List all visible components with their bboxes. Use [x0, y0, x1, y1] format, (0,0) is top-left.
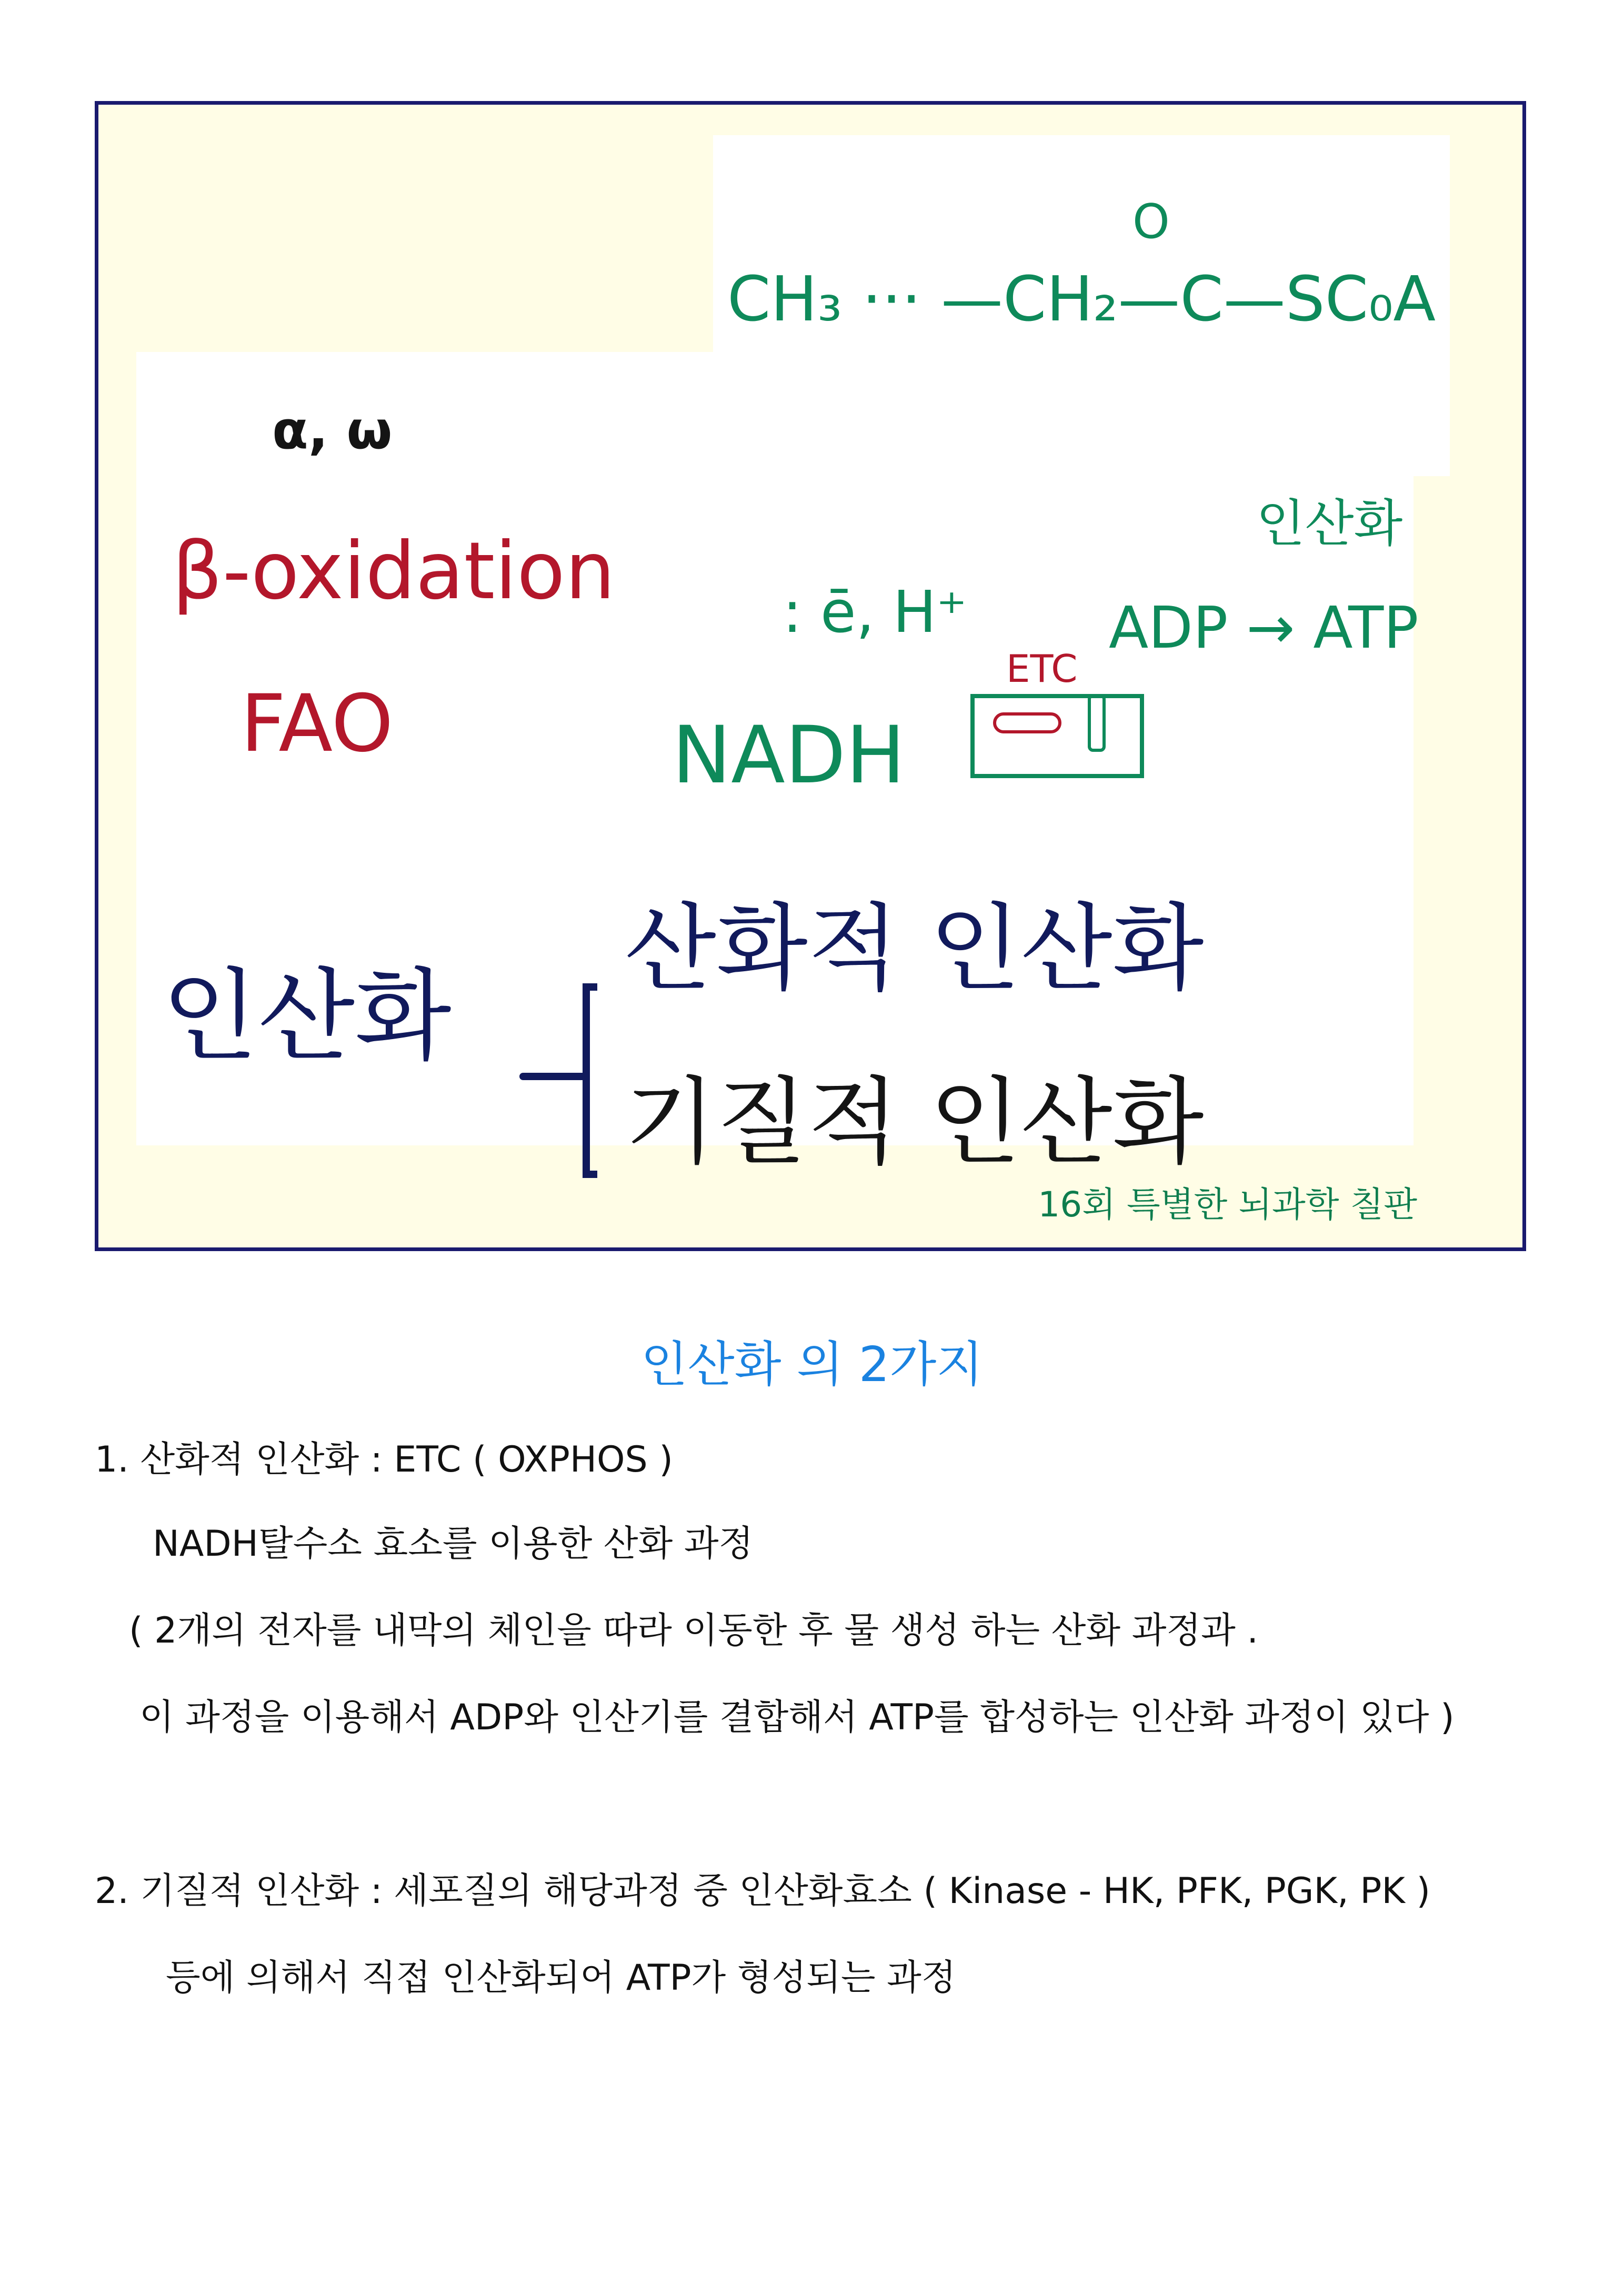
atp-synthase-shape: [1088, 694, 1106, 752]
oxidative-phosphorylation-label: 산화적 인산화: [625, 894, 1204, 1004]
brace-arm: [519, 1073, 588, 1080]
adp-atp-label: ADP → ATP: [1109, 594, 1419, 661]
item1-line2: ( 2개의 전자를 내막의 체인을 따라 이동한 후 물 생성 하는 산화 과정과 .: [129, 1610, 1258, 1651]
brace: [583, 983, 597, 1178]
etc-label: ETC: [1006, 647, 1078, 691]
etc-membrane-diagram: [970, 694, 1144, 778]
alpha-omega-label: α, ω: [272, 399, 393, 461]
watermark-caption: 16회 특별한 뇌과학 칠판: [1038, 1184, 1417, 1225]
item2-line1: 등에 의해서 직접 인산화되어 ATP가 형성되는 과정: [166, 1957, 956, 1999]
etc-complex-shape: [993, 712, 1061, 733]
acyl-coa-formula: CH₃ ··· —CH₂—C—SC₀A: [727, 263, 1436, 335]
phosphorylation-note: 인산화: [1256, 494, 1403, 553]
document-title: 인산화 의 2가지: [640, 1336, 984, 1393]
nadh-label: NADH: [672, 710, 906, 801]
item1-line1: NADH탈수소 효소를 이용한 산화 과정: [153, 1523, 754, 1565]
carbonyl-oxygen: O: [1132, 194, 1170, 249]
item1-heading: 1. 산화적 인산화 : ETC ( OXPHOS ): [95, 1439, 673, 1481]
whiteboard-image: [95, 101, 1526, 1251]
phosphorylation-label: 인산화: [162, 958, 452, 1074]
beta-oxidation-label: β-oxidation: [172, 526, 615, 617]
fao-label: FAO: [240, 678, 394, 770]
item1-line3: 이 과정을 이용해서 ADP와 인산기를 결합해서 ATP를 합성하는 인산화 과정이 있다 ): [139, 1697, 1455, 1738]
substrate-phosphorylation-label: 기질적 인산화: [625, 1068, 1204, 1177]
item2-heading: 2. 기질적 인산화 : 세포질의 해당과정 중 인산화효소 ( Kinase - HK, PFK, PGK, PK ): [95, 1870, 1431, 1912]
electron-proton-label: : ē, H⁺: [783, 578, 967, 646]
